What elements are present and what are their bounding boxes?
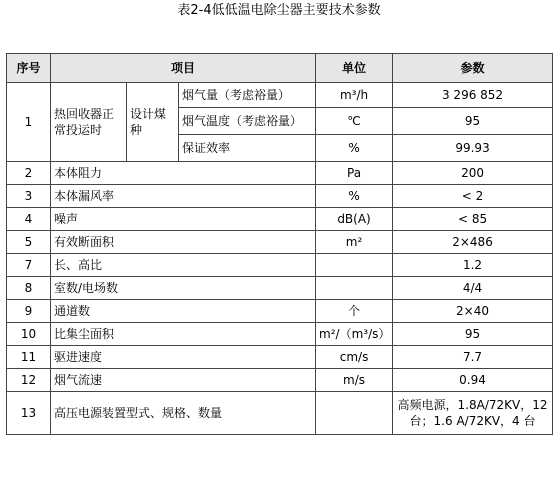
header-seq: 序号 [7, 54, 51, 83]
param-cell: 200 [393, 162, 553, 185]
item-cell: 比集尘面积 [51, 323, 316, 346]
param-cell: 0.94 [393, 369, 553, 392]
item-cell: 烟气温度（考虑裕量） [179, 108, 316, 135]
seq-cell: 13 [7, 392, 51, 435]
unit-cell: % [316, 185, 393, 208]
param-cell: 99.93 [393, 135, 553, 162]
param-cell: 2×40 [393, 300, 553, 323]
seq-cell: 12 [7, 369, 51, 392]
param-cell: 2×486 [393, 231, 553, 254]
header-row [7, 54, 553, 83]
group-cell: 热回收器正常投运时 [51, 83, 127, 162]
seq-cell: 8 [7, 277, 51, 300]
item-cell: 长、高比 [51, 254, 316, 277]
item-cell: 高压电源装置型式、规格、数量 [51, 392, 316, 435]
param-cell: 1.2 [393, 254, 553, 277]
seq-cell: 7 [7, 254, 51, 277]
item-cell: 通道数 [51, 300, 316, 323]
item-cell: 烟气量（考虑裕量） [179, 83, 316, 108]
seq-cell: 10 [7, 323, 51, 346]
seq-cell: 9 [7, 300, 51, 323]
table-row [7, 162, 553, 185]
item-cell: 室数/电场数 [51, 277, 316, 300]
table-row [7, 392, 553, 435]
table-row [7, 208, 553, 231]
seq-cell: 2 [7, 162, 51, 185]
table-row [7, 277, 553, 300]
param-cell: 7.7 [393, 346, 553, 369]
param-cell: 95 [393, 108, 553, 135]
item-cell: 本体阻力 [51, 162, 316, 185]
unit-cell: m/s [316, 369, 393, 392]
param-cell: 4/4 [393, 277, 553, 300]
param-cell: < 85 [393, 208, 553, 231]
spec-table [6, 53, 553, 435]
item-cell: 有效断面积 [51, 231, 316, 254]
unit-cell: m² [316, 231, 393, 254]
table-row [7, 83, 553, 108]
table-caption: 表2-4低低温电除尘器主要技术参数 [177, 3, 381, 18]
table-row [7, 300, 553, 323]
unit-cell: dB(A) [316, 208, 393, 231]
unit-cell: % [316, 135, 393, 162]
seq-cell: 4 [7, 208, 51, 231]
item-cell: 噪声 [51, 208, 316, 231]
subgroup-cell: 设计煤种 [127, 83, 179, 162]
unit-cell: cm/s [316, 346, 393, 369]
unit-cell: 个 [316, 300, 393, 323]
table-row [7, 369, 553, 392]
param-cell: 高频电源，1.8A/72KV，12台；1.6 A/72KV，4 台 [393, 392, 553, 435]
table-row [7, 346, 553, 369]
table-row [7, 254, 553, 277]
header-param: 参数 [393, 54, 553, 83]
seq-cell: 1 [7, 83, 51, 162]
unit-cell: m²/（m³/s） [316, 323, 393, 346]
param-cell: 95 [393, 323, 553, 346]
unit-cell [316, 392, 393, 435]
table-row [7, 323, 553, 346]
unit-cell [316, 277, 393, 300]
item-cell: 烟气流速 [51, 369, 316, 392]
unit-cell: ℃ [316, 108, 393, 135]
table-row [7, 185, 553, 208]
seq-cell: 3 [7, 185, 51, 208]
table-row [7, 231, 553, 254]
param-cell: 3 296 852 [393, 83, 553, 108]
seq-cell: 5 [7, 231, 51, 254]
item-cell: 驱进速度 [51, 346, 316, 369]
header-item: 项目 [51, 54, 316, 83]
unit-cell: Pa [316, 162, 393, 185]
seq-cell: 11 [7, 346, 51, 369]
unit-cell: m³/h [316, 83, 393, 108]
unit-cell [316, 254, 393, 277]
header-unit: 单位 [316, 54, 393, 83]
item-cell: 本体漏风率 [51, 185, 316, 208]
param-cell: < 2 [393, 185, 553, 208]
item-cell: 保证效率 [179, 135, 316, 162]
